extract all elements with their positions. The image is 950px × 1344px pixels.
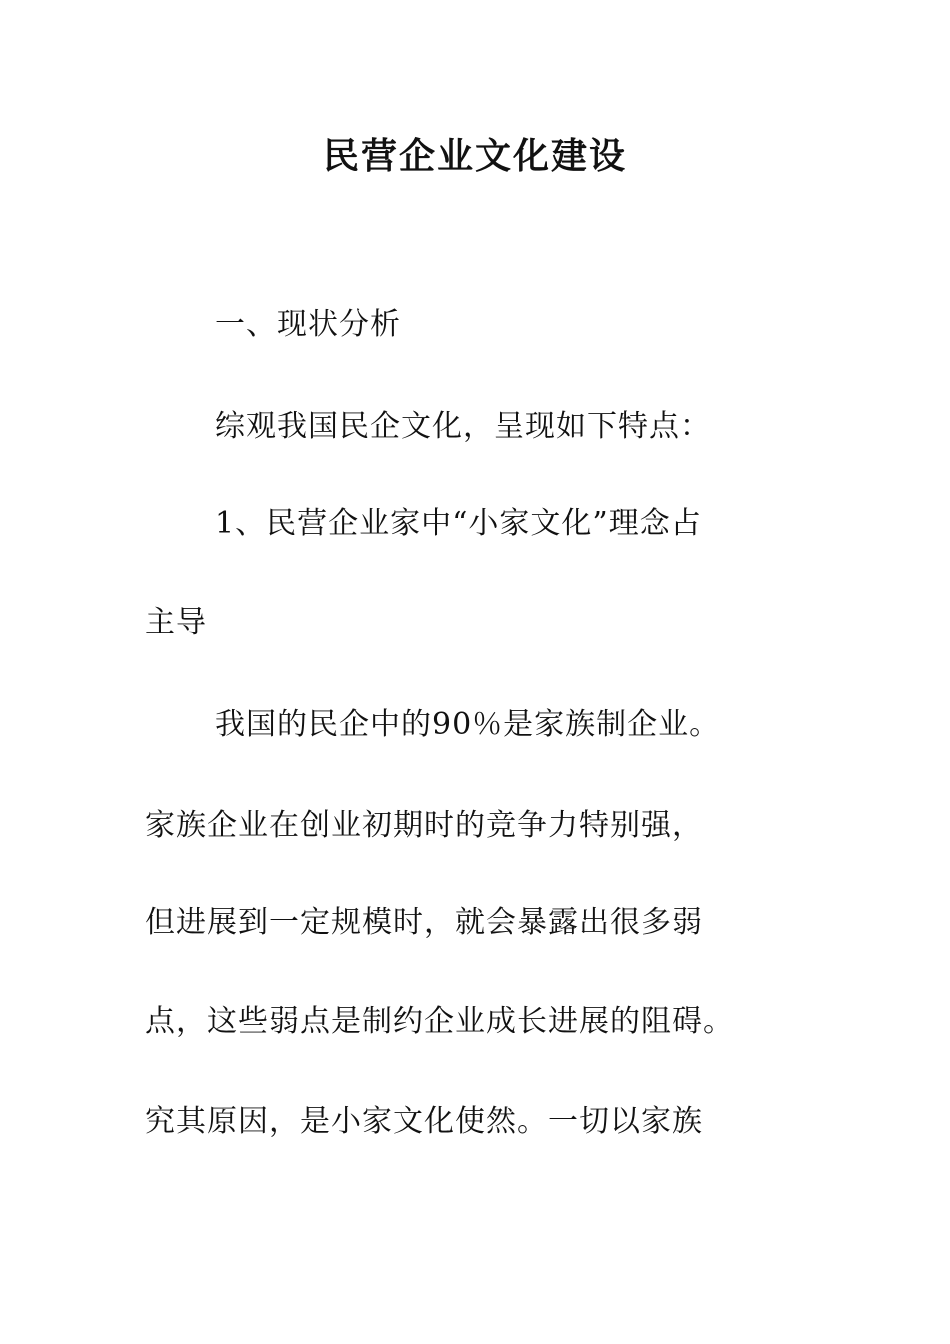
- document-title: 民营企业文化建设: [322, 135, 627, 177]
- subheading-line: 主导: [145, 605, 207, 640]
- paragraph-line: 家族企业在创业初期时的竞争力特别强，: [145, 808, 703, 843]
- paragraph-line: 综观我国民企文化，呈现如下特点：: [215, 409, 711, 444]
- section-heading: 一、现状分析: [215, 307, 401, 342]
- paragraph-line: 点，这些弱点是制约企业成长进展的阻碍。: [145, 1004, 734, 1039]
- paragraph-line: 我国的民企中的90％是家族制企业。: [215, 707, 721, 742]
- subheading-line: 1、民营企业家中“小家文化”理念占: [215, 506, 702, 541]
- paragraph-line: 但进展到一定规模时，就会暴露出很多弱: [145, 905, 703, 940]
- paragraph-line: 究其原因，是小家文化使然。一切以家族: [145, 1104, 703, 1139]
